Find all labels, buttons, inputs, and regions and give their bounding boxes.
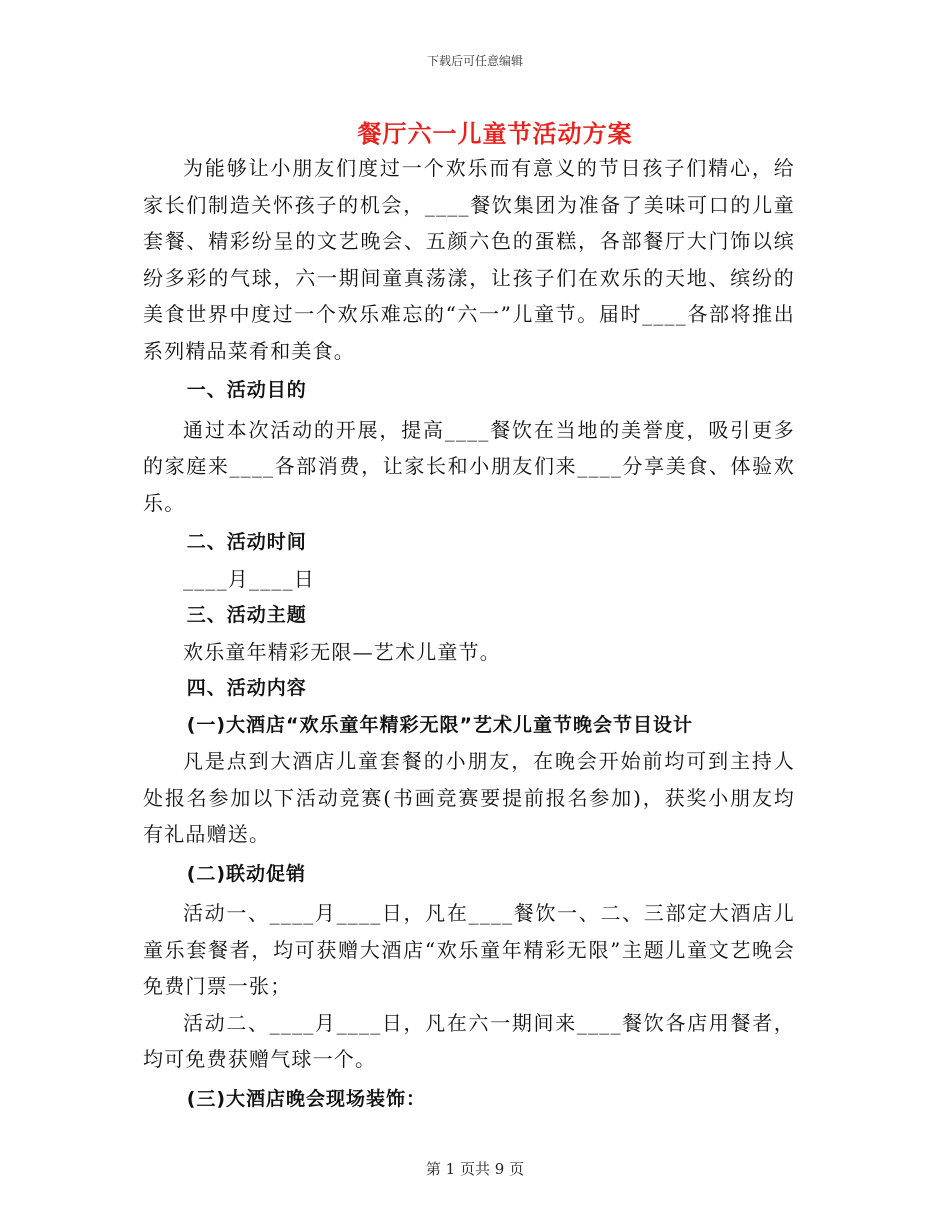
section-3-heading: 三、活动主题 bbox=[186, 604, 307, 626]
section-4-heading: 四、活动内容 bbox=[186, 677, 307, 699]
document-title: 餐厅六一儿童节活动方案 bbox=[357, 119, 633, 148]
subsection-4-2-text-2: 活动二、____月____日，凡在六一期间来____餐饮各店用餐者，均可免费获赠气球一个。 bbox=[143, 1010, 795, 1071]
intro-paragraph: 为能够让小朋友们度过一个欢乐而有意义的节日孩子们精心，给家长们制造关怀孩子的机会，____餐饮集团为准备了美味可口的儿童套餐、精彩纷呈的文艺晚会、五颜六色的蛋糕，各部餐厅大门饰以缤纷多彩的气球，六一期间童真荡漾，让孩子们在欢乐的天地、缤纷的美食世界中度过一个欢乐难忘的“六一”儿童节。届时____各部将推出系列精品菜肴和美食。 bbox=[143, 156, 795, 363]
document-body bbox=[143, 150, 795, 1117]
subsection-4-1-heading: (一)大酒店“欢乐童年精彩无限”艺术儿童节晚会节目设计 bbox=[186, 713, 694, 736]
section-1-text: 通过本次活动的开展，提高____餐饮在当地的美誉度，吸引更多的家庭来____各部消费，让家长和小朋友们来____分享美食、体验欢乐。 bbox=[143, 417, 795, 515]
section-2-heading: 二、活动时间 bbox=[186, 531, 307, 553]
section-2-text: ____月____日 bbox=[183, 566, 315, 591]
subsection-4-2-heading: (二)联动促销 bbox=[186, 862, 307, 885]
section-3-text: 欢乐童年精彩无限—艺术儿童节。 bbox=[183, 639, 501, 664]
subsection-4-2-text-1: 活动一、____月____日，凡在____餐饮一、二、三部定大酒店儿童乐套餐者，均可获赠大酒店“欢乐童年精彩无限”主题儿童文艺晚会免费门票一张； bbox=[143, 901, 795, 998]
section-1-heading: 一、活动目的 bbox=[186, 379, 307, 401]
subsection-4-3-heading: (三)大酒店晚会现场装饰： bbox=[186, 1087, 427, 1110]
page-header-note: 下载后可任意编辑 bbox=[426, 54, 523, 68]
page-footer-number: 第 1 页共 9 页 bbox=[425, 1160, 525, 1178]
subsection-4-1-text: 凡是点到大酒店儿童套餐的小朋友，在晚会开始前均可到主持人处报名参加以下活动竞赛(书画竞赛要提前报名参加)，获奖小朋友均有礼品赠送。 bbox=[143, 749, 795, 846]
